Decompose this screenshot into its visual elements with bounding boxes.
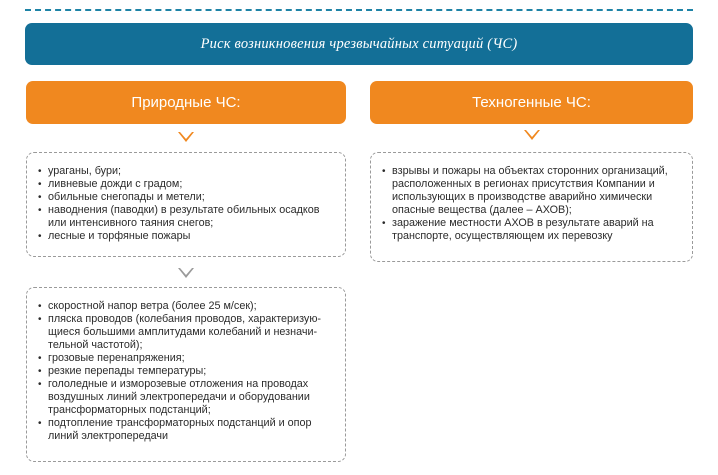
list-item: • грозовые перенапряжения; xyxy=(38,352,331,365)
technogenic-emergencies-label: Техногенные ЧС: xyxy=(472,94,591,111)
list-item: • ливневые дожди с градом; xyxy=(38,178,335,191)
weather-effects-box xyxy=(26,287,346,462)
natural-emergencies-label: Природные ЧС: xyxy=(131,94,241,111)
list-item: • обильные снегопады и метели; xyxy=(38,191,335,204)
natural-hazards-list xyxy=(38,165,335,243)
main-title: Риск возникновения чрезвычайных ситуаций (ЧС) xyxy=(200,35,518,52)
list-item: • взрывы и пожары на объектах сторонних организаций, расположенных в регионах присутствия Компании и использующих в производстве аварийно химически опасные вещества (далее – АХОВ); xyxy=(382,165,682,217)
list-item: • подтопление трансформаторных подстанций и опор линий электропередачи xyxy=(38,417,331,443)
list-item: • заражение местности АХОВ в результате аварий на транспорте, осуществляющем их перевозку xyxy=(382,217,682,243)
weather-effects-list xyxy=(38,300,331,443)
natural-down-arrow-icon xyxy=(178,132,194,142)
technogenic-hazards-box xyxy=(370,152,693,262)
list-item: • ураганы, бури; xyxy=(38,165,335,178)
list-item: • гололедные и изморозевые отложения на проводах воздушных линий электропередачи и оборудовании трансформаторных подстанций; xyxy=(38,378,331,417)
list-item: • резкие перепады температуры; xyxy=(38,365,331,378)
natural-hazards-box xyxy=(26,152,346,257)
natural-emergencies-header xyxy=(26,81,346,124)
effects-down-arrow-icon xyxy=(178,268,194,278)
technogenic-emergencies-header xyxy=(370,81,693,124)
top-dashed-rule xyxy=(25,9,693,11)
main-title-banner xyxy=(25,23,693,65)
list-item: • лесные и торфяные пожары xyxy=(38,230,335,243)
technogenic-down-arrow-icon xyxy=(524,130,540,140)
list-item: • скоростной напор ветра (более 25 м/сек); xyxy=(38,300,331,313)
technogenic-hazards-list xyxy=(382,165,682,243)
list-item: • пляска проводов (колебания проводов, характеризую-щиеся большими амплитудами колебаний и незначи-тельной частотой); xyxy=(38,313,331,352)
list-item: • наводнения (паводки) в результате обильных осадков или интенсивного таяния снегов; xyxy=(38,204,335,230)
